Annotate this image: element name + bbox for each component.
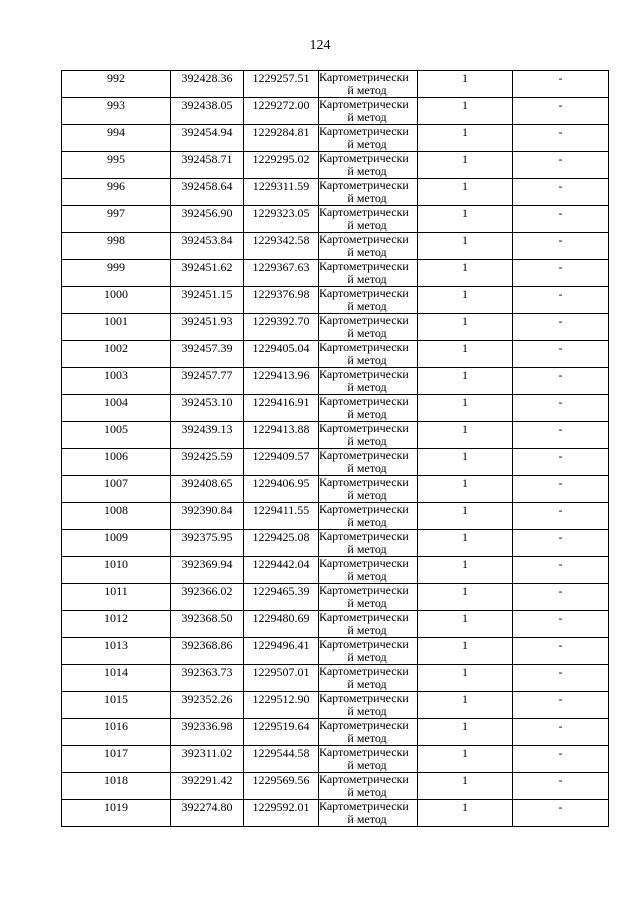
method-cell <box>319 800 418 827</box>
accuracy-cell: 1 <box>418 179 513 206</box>
note-cell: - <box>513 314 609 341</box>
point-number-cell: 1013 <box>62 638 171 665</box>
method-text-line2: й метод <box>347 299 387 313</box>
method-cell <box>319 665 418 692</box>
x-coordinate-cell: 392375.95 <box>171 530 244 557</box>
method-text-line1: Картометрически <box>319 475 409 489</box>
method-text-line1: Картометрически <box>319 610 409 624</box>
method-text-line2: й метод <box>347 488 387 502</box>
method-text-line1: Картометрически <box>319 718 409 732</box>
table-row <box>62 71 609 98</box>
x-coordinate-cell: 392458.71 <box>171 152 244 179</box>
method-text-line2: й метод <box>347 677 387 691</box>
note-cell: - <box>513 449 609 476</box>
accuracy-cell: 1 <box>418 611 513 638</box>
x-coordinate-cell: 392368.86 <box>171 638 244 665</box>
point-number-cell: 1005 <box>62 422 171 449</box>
x-coordinate-cell: 392291.42 <box>171 773 244 800</box>
method-cell <box>319 773 418 800</box>
method-cell <box>319 638 418 665</box>
method-text-line2: й метод <box>347 731 387 745</box>
point-number-cell: 999 <box>62 260 171 287</box>
accuracy-cell: 1 <box>418 476 513 503</box>
y-coordinate-cell: 1229465.39 <box>244 584 319 611</box>
method-text-line2: й метод <box>347 785 387 799</box>
accuracy-cell: 1 <box>418 71 513 98</box>
method-text-line2: й метод <box>347 812 387 826</box>
table-row <box>62 260 609 287</box>
table-row <box>62 206 609 233</box>
accuracy-cell: 1 <box>418 206 513 233</box>
method-text-line1: Картометрически <box>319 97 409 111</box>
note-cell: - <box>513 746 609 773</box>
accuracy-cell: 1 <box>418 341 513 368</box>
method-text-line1: Картометрически <box>319 745 409 759</box>
x-coordinate-cell: 392451.93 <box>171 314 244 341</box>
x-coordinate-cell: 392457.39 <box>171 341 244 368</box>
method-cell <box>319 125 418 152</box>
table-row <box>62 125 609 152</box>
method-text-line2: й метод <box>347 83 387 97</box>
method-text-line1: Картометрически <box>319 394 409 408</box>
point-number-cell: 998 <box>62 233 171 260</box>
point-number-cell: 1017 <box>62 746 171 773</box>
method-text-line1: Картометрически <box>319 421 409 435</box>
method-text-line1: Картометрически <box>319 205 409 219</box>
accuracy-cell: 1 <box>418 125 513 152</box>
x-coordinate-cell: 392456.90 <box>171 206 244 233</box>
note-cell: - <box>513 368 609 395</box>
method-text-line1: Картометрически <box>319 259 409 273</box>
point-number-cell: 993 <box>62 98 171 125</box>
y-coordinate-cell: 1229512.90 <box>244 692 319 719</box>
method-text-line2: й метод <box>347 245 387 259</box>
accuracy-cell: 1 <box>418 530 513 557</box>
method-text-line1: Картометрически <box>319 313 409 327</box>
method-cell <box>319 368 418 395</box>
method-text-line2: й метод <box>347 407 387 421</box>
table-row <box>62 611 609 638</box>
method-text-line1: Картометрически <box>319 448 409 462</box>
method-text-line2: й метод <box>347 650 387 664</box>
point-number-cell: 1011 <box>62 584 171 611</box>
method-text-line2: й метод <box>347 137 387 151</box>
point-number-cell: 1015 <box>62 692 171 719</box>
note-cell: - <box>513 719 609 746</box>
method-text-line1: Картометрически <box>319 178 409 192</box>
accuracy-cell: 1 <box>418 692 513 719</box>
accuracy-cell: 1 <box>418 800 513 827</box>
method-cell <box>319 611 418 638</box>
point-number-cell: 1006 <box>62 449 171 476</box>
x-coordinate-cell: 392369.94 <box>171 557 244 584</box>
method-text-line1: Картометрически <box>319 799 409 813</box>
note-cell: - <box>513 584 609 611</box>
table-row <box>62 341 609 368</box>
method-text-line2: й метод <box>347 218 387 232</box>
point-number-cell: 1001 <box>62 314 171 341</box>
accuracy-cell: 1 <box>418 665 513 692</box>
accuracy-cell: 1 <box>418 557 513 584</box>
note-cell: - <box>513 260 609 287</box>
note-cell: - <box>513 395 609 422</box>
x-coordinate-cell: 392425.59 <box>171 449 244 476</box>
method-cell <box>319 422 418 449</box>
method-cell <box>319 206 418 233</box>
table-row <box>62 152 609 179</box>
y-coordinate-cell: 1229376.98 <box>244 287 319 314</box>
method-text-line2: й метод <box>347 272 387 286</box>
method-cell <box>319 98 418 125</box>
accuracy-cell: 1 <box>418 314 513 341</box>
method-cell <box>319 314 418 341</box>
accuracy-cell: 1 <box>418 719 513 746</box>
note-cell: - <box>513 503 609 530</box>
point-number-cell: 1002 <box>62 341 171 368</box>
table-row <box>62 584 609 611</box>
method-text-line2: й метод <box>347 704 387 718</box>
method-text-line1: Картометрически <box>319 772 409 786</box>
y-coordinate-cell: 1229442.04 <box>244 557 319 584</box>
method-cell <box>319 233 418 260</box>
note-cell: - <box>513 692 609 719</box>
method-cell <box>319 341 418 368</box>
table-row <box>62 773 609 800</box>
accuracy-cell: 1 <box>418 773 513 800</box>
method-cell <box>319 530 418 557</box>
y-coordinate-cell: 1229392.70 <box>244 314 319 341</box>
table-row <box>62 665 609 692</box>
method-cell <box>319 152 418 179</box>
note-cell: - <box>513 422 609 449</box>
x-coordinate-cell: 392451.62 <box>171 260 244 287</box>
y-coordinate-cell: 1229405.04 <box>244 341 319 368</box>
table-row <box>62 179 609 206</box>
y-coordinate-cell: 1229406.95 <box>244 476 319 503</box>
method-cell <box>319 179 418 206</box>
method-cell <box>319 557 418 584</box>
note-cell: - <box>513 665 609 692</box>
note-cell: - <box>513 125 609 152</box>
x-coordinate-cell: 392453.84 <box>171 233 244 260</box>
accuracy-cell: 1 <box>418 260 513 287</box>
table-row <box>62 449 609 476</box>
accuracy-cell: 1 <box>418 395 513 422</box>
point-number-cell: 996 <box>62 179 171 206</box>
y-coordinate-cell: 1229323.05 <box>244 206 319 233</box>
method-cell <box>319 71 418 98</box>
y-coordinate-cell: 1229425.08 <box>244 530 319 557</box>
point-number-cell: 1018 <box>62 773 171 800</box>
y-coordinate-cell: 1229409.57 <box>244 449 319 476</box>
point-number-cell: 1016 <box>62 719 171 746</box>
x-coordinate-cell: 392458.64 <box>171 179 244 206</box>
accuracy-cell: 1 <box>418 746 513 773</box>
point-number-cell: 1014 <box>62 665 171 692</box>
method-text-line2: й метод <box>347 542 387 556</box>
method-text-line1: Картометрически <box>319 691 409 705</box>
accuracy-cell: 1 <box>418 233 513 260</box>
table-body <box>62 71 609 827</box>
table-row <box>62 746 609 773</box>
note-cell: - <box>513 287 609 314</box>
method-text-line2: й метод <box>347 461 387 475</box>
x-coordinate-cell: 392363.73 <box>171 665 244 692</box>
method-text-line2: й метод <box>347 434 387 448</box>
point-number-cell: 995 <box>62 152 171 179</box>
note-cell: - <box>513 71 609 98</box>
y-coordinate-cell: 1229411.55 <box>244 503 319 530</box>
method-text-line2: й метод <box>347 569 387 583</box>
method-cell <box>319 260 418 287</box>
point-number-cell: 1009 <box>62 530 171 557</box>
table-row <box>62 368 609 395</box>
y-coordinate-cell: 1229413.96 <box>244 368 319 395</box>
table-row <box>62 287 609 314</box>
method-text-line1: Картометрически <box>319 340 409 354</box>
method-cell <box>319 719 418 746</box>
x-coordinate-cell: 392352.26 <box>171 692 244 719</box>
method-text-line1: Картометрически <box>319 583 409 597</box>
y-coordinate-cell: 1229416.91 <box>244 395 319 422</box>
method-text-line1: Картометрически <box>319 232 409 246</box>
method-cell <box>319 287 418 314</box>
table-row <box>62 800 609 827</box>
x-coordinate-cell: 392438.05 <box>171 98 244 125</box>
method-cell <box>319 449 418 476</box>
table-row <box>62 530 609 557</box>
accuracy-cell: 1 <box>418 503 513 530</box>
method-cell <box>319 503 418 530</box>
accuracy-cell: 1 <box>418 152 513 179</box>
method-text-line2: й метод <box>347 515 387 529</box>
y-coordinate-cell: 1229272.00 <box>244 98 319 125</box>
accuracy-cell: 1 <box>418 98 513 125</box>
method-text-line1: Картометрически <box>319 286 409 300</box>
method-text-line1: Картометрически <box>319 70 409 84</box>
y-coordinate-cell: 1229284.81 <box>244 125 319 152</box>
note-cell: - <box>513 98 609 125</box>
point-number-cell: 1010 <box>62 557 171 584</box>
table-row <box>62 422 609 449</box>
y-coordinate-cell: 1229569.56 <box>244 773 319 800</box>
y-coordinate-cell: 1229342.58 <box>244 233 319 260</box>
point-number-cell: 1007 <box>62 476 171 503</box>
point-number-cell: 1019 <box>62 800 171 827</box>
method-text-line2: й метод <box>347 596 387 610</box>
coordinates-table <box>61 70 609 827</box>
point-number-cell: 1012 <box>62 611 171 638</box>
point-number-cell: 1004 <box>62 395 171 422</box>
method-text-line1: Картометрически <box>319 556 409 570</box>
note-cell: - <box>513 530 609 557</box>
method-text-line2: й метод <box>347 380 387 394</box>
accuracy-cell: 1 <box>418 449 513 476</box>
method-text-line2: й метод <box>347 191 387 205</box>
accuracy-cell: 1 <box>418 638 513 665</box>
x-coordinate-cell: 392453.10 <box>171 395 244 422</box>
table-row <box>62 233 609 260</box>
method-text-line2: й метод <box>347 353 387 367</box>
method-cell <box>319 395 418 422</box>
note-cell: - <box>513 773 609 800</box>
point-number-cell: 997 <box>62 206 171 233</box>
note-cell: - <box>513 800 609 827</box>
method-text-line2: й метод <box>347 758 387 772</box>
method-text-line1: Картометрически <box>319 151 409 165</box>
table-row <box>62 719 609 746</box>
x-coordinate-cell: 392390.84 <box>171 503 244 530</box>
method-cell <box>319 476 418 503</box>
point-number-cell: 994 <box>62 125 171 152</box>
y-coordinate-cell: 1229544.58 <box>244 746 319 773</box>
x-coordinate-cell: 392336.98 <box>171 719 244 746</box>
x-coordinate-cell: 392457.77 <box>171 368 244 395</box>
x-coordinate-cell: 392368.50 <box>171 611 244 638</box>
note-cell: - <box>513 206 609 233</box>
method-text-line2: й метод <box>347 623 387 637</box>
note-cell: - <box>513 557 609 584</box>
method-text-line2: й метод <box>347 164 387 178</box>
accuracy-cell: 1 <box>418 584 513 611</box>
note-cell: - <box>513 611 609 638</box>
point-number-cell: 1003 <box>62 368 171 395</box>
table-row <box>62 476 609 503</box>
table-row <box>62 692 609 719</box>
x-coordinate-cell: 392454.94 <box>171 125 244 152</box>
accuracy-cell: 1 <box>418 422 513 449</box>
method-text-line1: Картометрически <box>319 502 409 516</box>
y-coordinate-cell: 1229519.64 <box>244 719 319 746</box>
method-text-line1: Картометрически <box>319 664 409 678</box>
point-number-cell: 992 <box>62 71 171 98</box>
table-row <box>62 503 609 530</box>
x-coordinate-cell: 392366.02 <box>171 584 244 611</box>
method-text-line2: й метод <box>347 110 387 124</box>
y-coordinate-cell: 1229367.63 <box>244 260 319 287</box>
page-number: 124 <box>309 38 331 53</box>
method-text-line1: Картометрически <box>319 637 409 651</box>
method-cell <box>319 746 418 773</box>
y-coordinate-cell: 1229480.69 <box>244 611 319 638</box>
method-cell <box>319 692 418 719</box>
y-coordinate-cell: 1229257.51 <box>244 71 319 98</box>
method-text-line1: Картометрически <box>319 367 409 381</box>
point-number-cell: 1008 <box>62 503 171 530</box>
table-row <box>62 638 609 665</box>
y-coordinate-cell: 1229311.59 <box>244 179 319 206</box>
x-coordinate-cell: 392439.13 <box>171 422 244 449</box>
y-coordinate-cell: 1229592.01 <box>244 800 319 827</box>
x-coordinate-cell: 392428.36 <box>171 71 244 98</box>
note-cell: - <box>513 341 609 368</box>
x-coordinate-cell: 392408.65 <box>171 476 244 503</box>
method-text-line1: Картометрически <box>319 529 409 543</box>
accuracy-cell: 1 <box>418 368 513 395</box>
x-coordinate-cell: 392451.15 <box>171 287 244 314</box>
accuracy-cell: 1 <box>418 287 513 314</box>
y-coordinate-cell: 1229295.02 <box>244 152 319 179</box>
x-coordinate-cell: 392311.02 <box>171 746 244 773</box>
note-cell: - <box>513 638 609 665</box>
table-row <box>62 314 609 341</box>
table-row <box>62 557 609 584</box>
x-coordinate-cell: 392274.80 <box>171 800 244 827</box>
note-cell: - <box>513 179 609 206</box>
table-row <box>62 395 609 422</box>
table-row <box>62 98 609 125</box>
y-coordinate-cell: 1229413.88 <box>244 422 319 449</box>
method-text-line1: Картометрически <box>319 124 409 138</box>
note-cell: - <box>513 233 609 260</box>
point-number-cell: 1000 <box>62 287 171 314</box>
method-text-line2: й метод <box>347 326 387 340</box>
note-cell: - <box>513 476 609 503</box>
note-cell: - <box>513 152 609 179</box>
y-coordinate-cell: 1229496.41 <box>244 638 319 665</box>
method-cell <box>319 584 418 611</box>
y-coordinate-cell: 1229507.01 <box>244 665 319 692</box>
